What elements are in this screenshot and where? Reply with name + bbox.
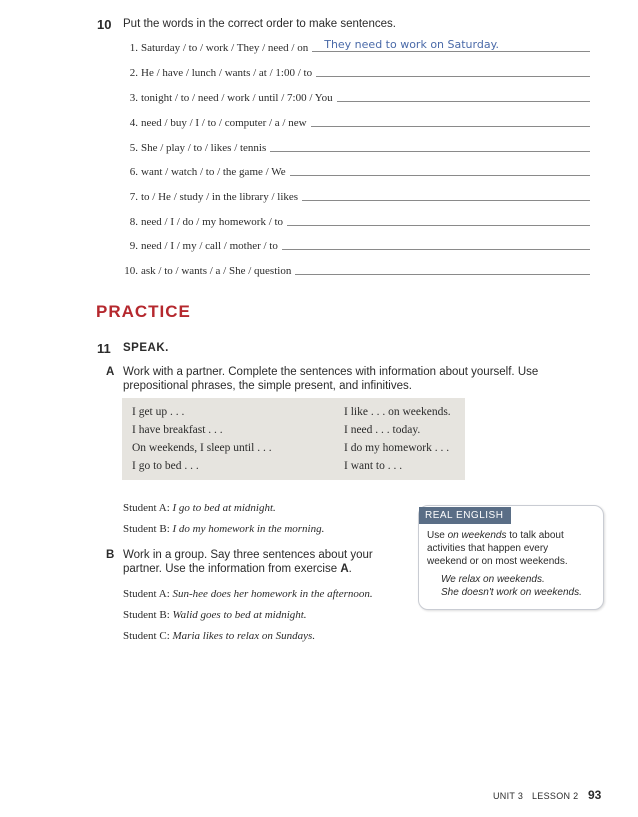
item-number: 7. <box>129 191 138 203</box>
exercise-10-number: 10 <box>97 17 112 32</box>
example-line <box>123 523 324 535</box>
item-number: 6. <box>129 166 138 178</box>
exercise-11-number: 11 <box>97 341 111 356</box>
speaker-label: Student A: <box>123 588 170 600</box>
part-b-instruction-end: . <box>348 563 352 575</box>
item-words: ask / to / wants / a / She / question <box>141 265 292 277</box>
footer-unit: UNIT 3 <box>493 791 524 801</box>
real-english-phrase: on weekends <box>447 530 507 541</box>
item-words: need / I / do / my homework / to <box>141 216 284 228</box>
footer-lesson: LESSON 2 <box>532 791 579 801</box>
item-words: He / have / lunch / wants / at / 1:00 / to <box>141 67 313 79</box>
part-b-instruction-line2 <box>123 563 352 575</box>
example-line <box>123 502 276 514</box>
item-number: 2. <box>129 67 138 79</box>
item-words: to / He / study / in the library / likes <box>141 191 299 203</box>
practice-heading: PRACTICE <box>96 302 191 321</box>
exercise-item <box>112 212 590 228</box>
item-number: 1. <box>129 42 138 54</box>
item-words: want / watch / to / the game / We <box>141 166 286 178</box>
answer-line[interactable] <box>312 37 590 52</box>
example-line <box>123 630 315 642</box>
prompt-right: I like . . . on weekends. <box>344 406 451 418</box>
prompt-right: I need . . . today. <box>344 424 421 436</box>
answer-line[interactable] <box>270 137 590 152</box>
example-line <box>123 588 373 600</box>
exercise-item <box>112 138 590 154</box>
exercise-10-instruction: Put the words in the correct order to make sentences. <box>123 18 396 30</box>
part-a-instruction-line1: Work with a partner. Complete the sentences with information about yourself. Use <box>123 366 539 378</box>
part-a-letter: A <box>106 366 115 378</box>
prompt-right: I want to . . . <box>344 460 403 472</box>
exercise-item <box>112 187 590 203</box>
exercise-item <box>112 113 590 129</box>
real-english-line1 <box>427 530 564 543</box>
item-words: need / I / my / call / mother / to <box>141 240 278 252</box>
prompt-left: I have breakfast . . . <box>132 424 223 436</box>
prompt-right: I do my homework . . . <box>344 442 450 454</box>
answer-line[interactable] <box>337 87 590 102</box>
real-english-example: She doesn't work on weekends. <box>441 587 582 598</box>
answer-line[interactable] <box>290 161 590 176</box>
exercise-item <box>112 88 590 104</box>
speaker-label: Student B: <box>123 523 170 535</box>
exercise-item <box>112 162 590 178</box>
answer-line[interactable] <box>282 235 590 250</box>
example-sentence: I do my homework in the morning. <box>172 523 325 535</box>
part-b-letter: B <box>106 549 115 561</box>
part-b-instruction-line1: Work in a group. Say three sentences about your <box>123 549 373 561</box>
prompt-left: I go to bed . . . <box>132 460 199 472</box>
real-english-line3: weekend or on most weekends. <box>427 556 568 567</box>
example-sentence: Maria likes to relax on Sundays. <box>172 630 316 642</box>
example-sentence: I go to bed at midnight. <box>172 502 276 514</box>
item-words: tonight / to / need / work / until / 7:00 / You <box>141 92 333 104</box>
part-a-instruction-line2: prepositional phrases, the simple present, and infinitives. <box>123 380 412 392</box>
item-number: 9. <box>129 240 138 252</box>
sentence-prompts-box <box>122 398 465 480</box>
item-words: need / buy / I / to / computer / a / new <box>141 117 307 129</box>
speaker-label: Student B: <box>123 609 170 621</box>
part-b-instruction-text: partner. Use the information from exercise <box>123 563 341 575</box>
item-words: Saturday / to / work / They / need / on <box>141 42 309 54</box>
example-sentence: Sun-hee does her homework in the afternoon. <box>172 588 373 600</box>
answer-line[interactable] <box>295 260 590 275</box>
answer-line[interactable] <box>316 62 590 77</box>
prompt-left: On weekends, I sleep until . . . <box>132 442 272 454</box>
item-number: 10. <box>124 265 138 277</box>
answer-line[interactable] <box>302 186 590 201</box>
answer-line[interactable] <box>311 112 590 127</box>
part-b-exercise-ref: A <box>340 563 349 575</box>
item-words: She / play / to / likes / tennis <box>141 142 267 154</box>
real-english-text: Use <box>427 530 448 541</box>
item-number: 3. <box>129 92 138 104</box>
real-english-example: We relax on weekends. <box>441 574 545 585</box>
speaker-label: Student C: <box>123 630 170 642</box>
item-number: 4. <box>129 117 138 129</box>
exercise-11-title: SPEAK. <box>123 342 169 354</box>
prompt-left: I get up . . . <box>132 406 185 418</box>
real-english-tab: REAL ENGLISH <box>419 507 511 524</box>
example-line <box>123 609 307 621</box>
item-number: 8. <box>129 216 138 228</box>
answer-text: They need to work on Saturday. <box>324 38 500 51</box>
example-sentence: Walid goes to bed at midnight. <box>172 609 307 621</box>
exercise-item <box>112 261 590 277</box>
answer-line[interactable] <box>287 211 590 226</box>
speaker-label: Student A: <box>123 502 170 514</box>
real-english-line2: activities that happen every <box>427 543 549 554</box>
exercise-item <box>112 236 590 252</box>
item-number: 5. <box>129 142 138 154</box>
real-english-text: to talk about <box>506 530 564 541</box>
exercise-item <box>112 38 590 54</box>
exercise-item <box>112 63 590 79</box>
page-number: 93 <box>588 788 602 802</box>
